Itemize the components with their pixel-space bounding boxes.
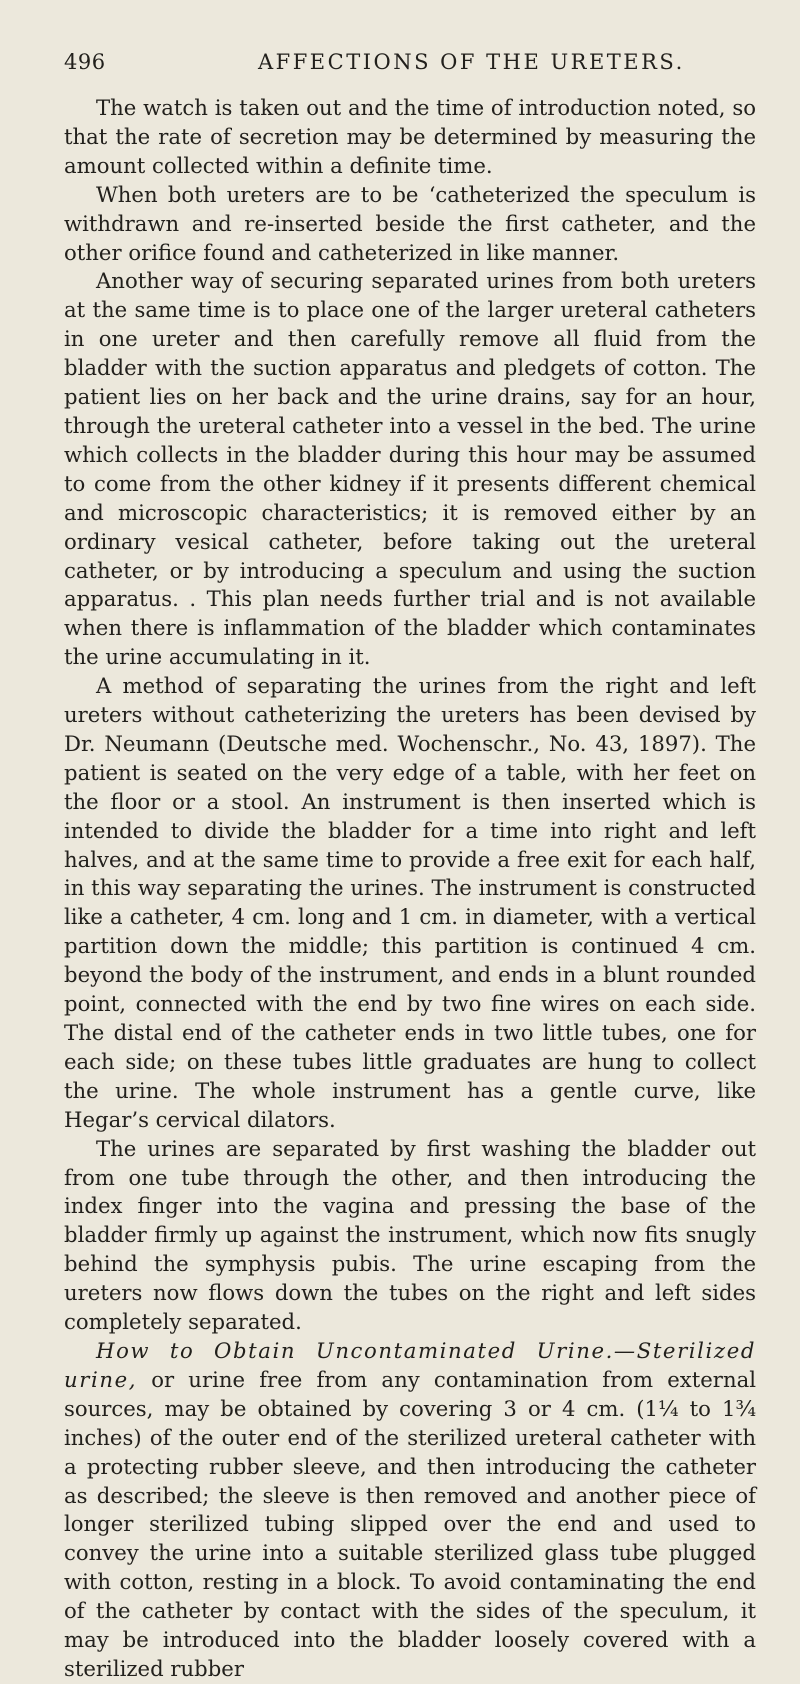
section-heading: How to Obtain Uncontaminated Urine.—Sterilized urine, — [64, 1337, 756, 1392]
body-text — [64, 94, 756, 1684]
paragraph: A method of separating the urines from the right and left ureters without catheterizing the ureters has been devised by Dr. Neumann (Deutsche med. Wochenschr., No. 43, 1897). The patient is seated on the very edge of a table, with her feet on the floor or a stool. An instrument is then inserted which is intended to divide the bladder for a time into right and left halves, and at the same time to provide a free exit for each half, in this way separating the urines. The instrument is constructed like a catheter, 4 cm. long and 1 cm. in diameter, with a vertical partition down the middle; this partition is continued 4 cm. beyond the body of the instrument, and ends in a blunt rounded point, connected with the end by two fine wires on each side. The distal end of the catheter ends in two little tubes, one for each side; on these tubes little graduates are hung to collect the urine. The whole instrument has a gentle curve, like Hegar’s cervical dilators. — [64, 673, 756, 1132]
paragraph: Another way of securing separated urines from both ureters at the same time is to place one of the larger ureteral catheters in one ureter and then carefully remove all fluid from the bladder with the suction apparatus and pledgets of cotton. The patient lies on her back and the urine drains, say for an hour, through the ureteral catheter into a vessel in the bed. The urine which collects in the bladder during this hour may be assumed to come from the other kidney if it presents different chemical and microscopic characteristics; it is removed either by an ordinary vesical catheter, before taking out the ureteral catheter, or by introducing a speculum and using the suction apparatus. . This plan needs further trial and is not available when there is inflammation of the bladder which contaminates the urine accumulating in it. — [64, 268, 756, 670]
paragraph-last — [64, 1337, 756, 1684]
paragraph: The watch is taken out and the time of introduction noted, so that the rate of secretion may be determined by measuring the amount collected within a definite time. — [64, 95, 756, 178]
paragraph: When both ureters are to be ‘catheterized the speculum is withdrawn and re-inserted beside the first catheter, and the other orifice found and catheterized in like manner. — [64, 181, 756, 265]
paragraph-text: or urine free from any contamination from external sources, may be obtained by covering 3 or 4 cm. (1¼ to 1¾ inches) of the outer end of the sterilized ureteral catheter with a protecting rubber sleeve, and then introducing the catheter as described; the sleeve is then removed and another piece of longer sterilized tubing slipped over the end and used to convey the urine into a suitable sterilized glass tube plugged with cotton, resting in a block. To avoid contaminating the end of the catheter by contact with the sides of the speculum, it may be introduced into the bladder loosely covered with a sterilized rubber — [64, 1366, 756, 1681]
page-header — [64, 50, 764, 80]
paragraph: The urines are separated by first washing the bladder out from one tube through the other, and then introducing the index finger into the vagina and pressing the base of the bladder firmly up against the instrument, which now fits snugly behind the symphysis pubis. The urine escaping from the ureters now flows down the tubes on the right and left sides completely separated. — [64, 1135, 756, 1335]
page-number: 496 — [64, 50, 106, 74]
running-head: AFFECTIONS OF THE URETERS. — [258, 50, 685, 74]
